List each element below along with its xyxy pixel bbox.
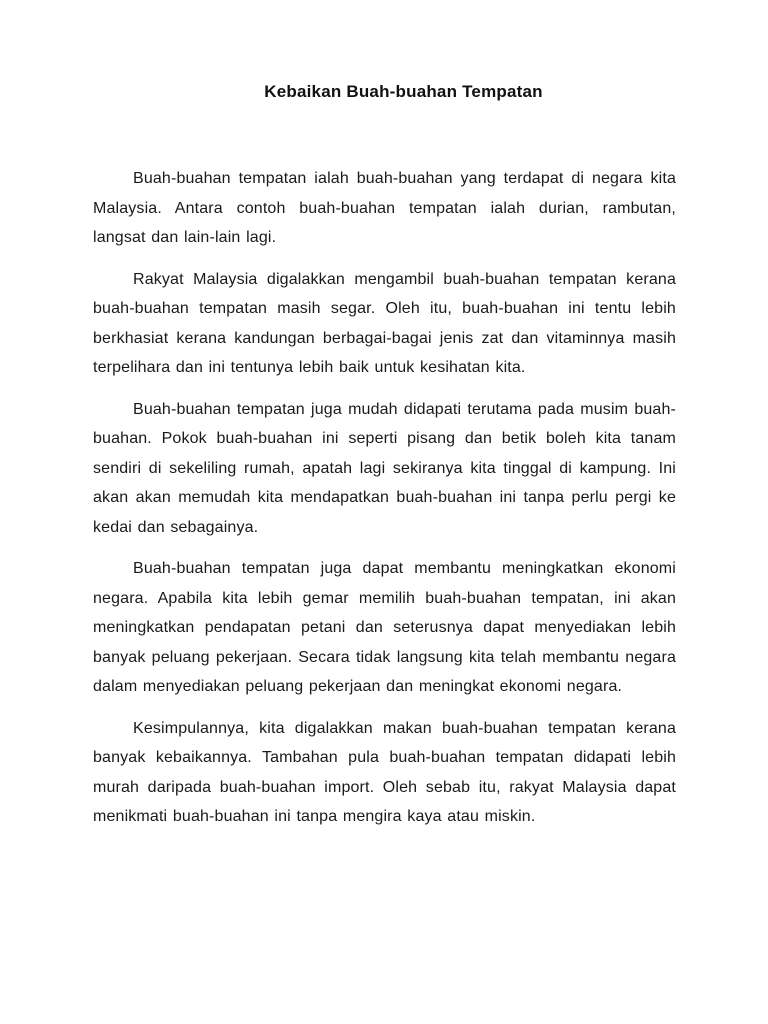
paragraph-freshness: Rakyat Malaysia digalakkan mengambil buah-buahan tempatan kerana buah-buahan tempatan masih segar. Oleh itu, buah-buahan ini tentu lebih berkhasiat kerana kandungan berbagai-bagai jenis zat dan vitaminnya masih terpelihara dan ini tentunya lebih baik untuk kesihatan kita. bbox=[93, 270, 676, 376]
paragraph-economy: Buah-buahan tempatan juga dapat membantu meningkatkan ekonomi negara. Apabila kita lebih gemar memilih buah-buahan tempatan, ini akan meningkatkan pendapatan petani dan seterusnya dapat menyediakan lebih banyak peluang pekerjaan. Secara tidak langsung kita telah membantu negara dalam menyediakan peluang pekerjaan dan meningkat ekonomi negara. bbox=[93, 560, 676, 695]
document-body bbox=[93, 164, 676, 844]
paragraph-intro: Buah-buahan tempatan ialah buah-buahan yang terdapat di negara kita Malaysia. Antara contoh buah-buahan tempatan ialah durian, rambutan, langsat dan lain-lain lagi. bbox=[93, 170, 676, 246]
paragraph-availability: Buah-buahan tempatan juga mudah didapati terutama pada musim buah-buahan. Pokok buah-buahan ini seperti pisang dan betik boleh kita tanam sendiri di sekeliling rumah, apatah lagi sekiranya kita tinggal di kampung. Ini akan akan memudah kita mendapatkan buah-buahan ini tanpa perlu pergi ke kedai dan sebagainya. bbox=[93, 400, 676, 536]
paragraph-conclusion: Kesimpulannya, kita digalakkan makan buah-buahan tempatan kerana banyak kebaikannya. Tambahan pula buah-buahan tempatan didapati lebih murah daripada buah-buahan import. Oleh sebab itu, rakyat Malaysia dapat menikmati buah-buahan ini tanpa mengira kaya atau miskin. bbox=[93, 719, 676, 825]
document-title: Kebaikan Buah-buahan Tempatan bbox=[264, 82, 543, 101]
